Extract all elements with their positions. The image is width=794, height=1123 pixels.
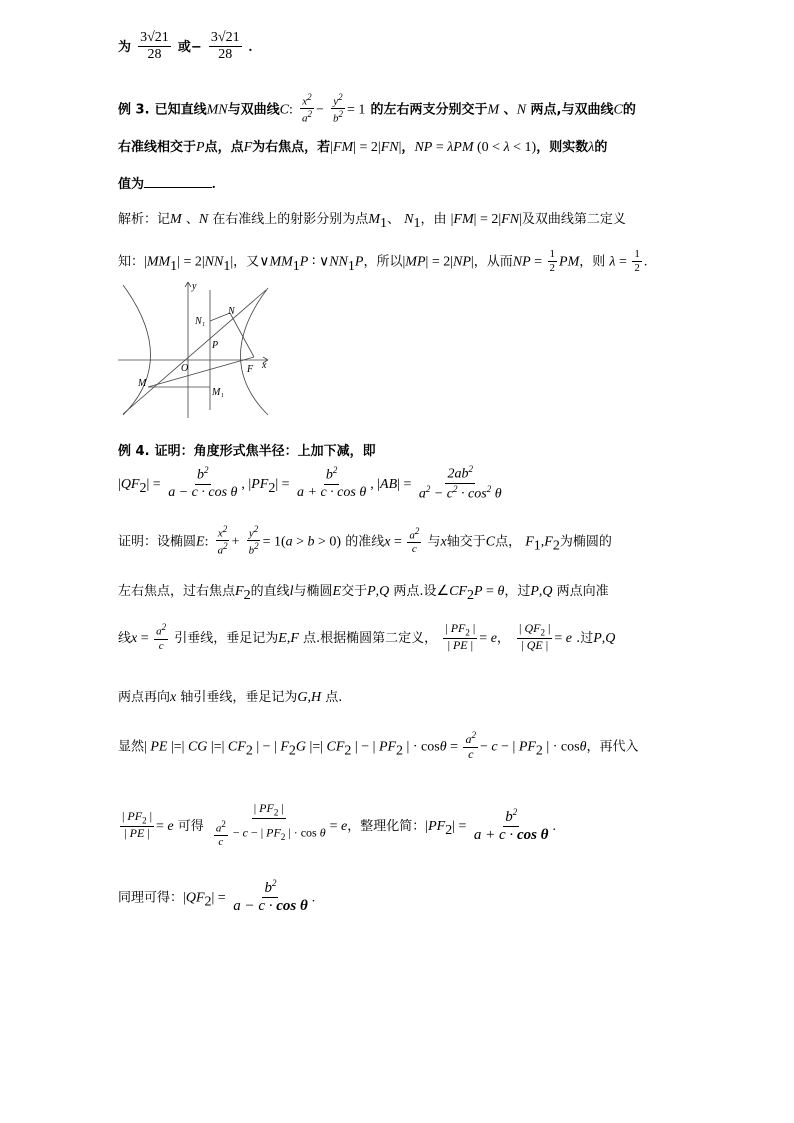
- example3-label: 例 3.: [118, 102, 150, 118]
- example4-proof-line1: 证明：设椭圆E: $\frac{x^2}{a^2}$ + $\frac{y^2}{b^2}$ = 1(a > b > 0) 的准线x = $\frac{a^2}{c}$ 与x轴交于C点， $F_1,F_2$为椭圆的: [118, 524, 612, 557]
- example4-proof-line6: $\frac{| PF_2 |}{| PE |}$ = e 可得 | $PF_2$ | $\frac{a^2}{c}$ − c − | $PF_2$ | · cos θ = e，整理化简：$|PF_2|$ = $\frac{b^2}{\text{a + c · cos θ}}$ .: [122, 801, 556, 849]
- example3-question-line2: 右准线相交于P点，点F为右焦点，若|FM| = 2|FN|，NP = λPM (0 < λ < 1)，则实数λ的: [118, 140, 608, 155]
- answer-or: 或−: [177, 40, 202, 56]
- label-x: x: [262, 360, 267, 371]
- label-f: F: [247, 364, 254, 375]
- line-nf: [230, 313, 254, 357]
- example4-proof-line7: 同理可得：$|QF_2|$ = $\frac{b^2}{\text{a − c · cos θ}}$ .: [118, 878, 316, 915]
- line-nn1: [210, 313, 230, 321]
- left-branch: [123, 285, 151, 415]
- example4-proof-line4: 两点再向x 轴引垂线，垂足记为G,H 点.: [118, 690, 343, 705]
- label-m1: M₁: [212, 387, 224, 398]
- example4-proof-line3: 线x = $\frac{a^2}{c}$ 引垂线，垂足记为E,F 点.根据椭圆第二定义， $\frac{| PF_2 |}{| PE |}$ = e， $\frac{| QF_2 |}{| QE |}$ = e .过P,Q: [118, 621, 616, 652]
- answer-prefix: 为: [118, 40, 132, 56]
- label-n: N: [228, 306, 235, 317]
- label-y: y: [192, 281, 197, 292]
- example4-title: 例 4. 证明：角度形式焦半径：上加下减，即: [118, 444, 376, 459]
- line-mn: [123, 290, 266, 414]
- line-mf: [148, 357, 254, 387]
- label-o: O: [181, 363, 189, 374]
- example4-formula: $|QF_2|$ = $\frac{b^2}{\text{a − c · cos θ}}$ , $|PF_2|$ = $\frac{b^2}{\text{a + c · cos θ}}$ , |AB| = $\frac{2ab^2}{a^2 - c^2 \cdot \cos^2 \theta}$: [118, 464, 502, 502]
- answer-line: 为 $\frac{3√21}{28}$ 或− $\frac{3√21}{28}$ .: [118, 30, 253, 63]
- answer-fraction-2: $\frac{3√21}{28}$: [210, 30, 240, 63]
- example3-question-line1: 例 3. 已知直线MN与双曲线C: $\frac{x^2}{a^2}$ − $\frac{y^2}{b^2}$ = 1 的左右两支分别交于M 、N 两点,与双曲线C的: [118, 92, 636, 125]
- answer-fraction-1: $\frac{3√21}{28}$: [140, 30, 169, 63]
- example3-question-line3: 值为 .: [118, 177, 216, 192]
- hyperbola-figure: [118, 280, 278, 420]
- label-m: M: [138, 378, 147, 389]
- example4-proof-line5: 显然| PE |=| CG |=| $CF_2$ | − | $F_2G$ |=| $CF_2$ | − | $PF_2$ | · cosθ = $\frac{a^2}{c}$ − c − | $PF_2$ | · cosθ，再代入: [118, 730, 639, 761]
- example3-solution-line1: 解析：记M 、N 在右准线上的射影分别为点$M_1$、 $N_1$，由 |FM| = 2|FN|及双曲线第二定义: [118, 212, 626, 232]
- example4-label: 例 4.: [118, 444, 150, 459]
- label-n1: N₁: [195, 316, 206, 327]
- example4-proof-line2: 左右焦点，过右焦点$F_2$的直线l与椭圆E交于P,Q 两点.设$\angle CF_2P = \theta$，过P,Q 两点向准: [118, 584, 609, 604]
- right-branch: [241, 288, 269, 415]
- label-p: P: [212, 340, 219, 351]
- example3-solution-line2: 知：$|MM_1| = 2|NN_1|$，又$\vee MM_1P$ ∶ $\vee NN_1P$，所以|MP| = 2|NP|，从而NP = $\frac{1}{2}$ PM，则 λ = $\frac{1}{2}$ .: [118, 248, 648, 274]
